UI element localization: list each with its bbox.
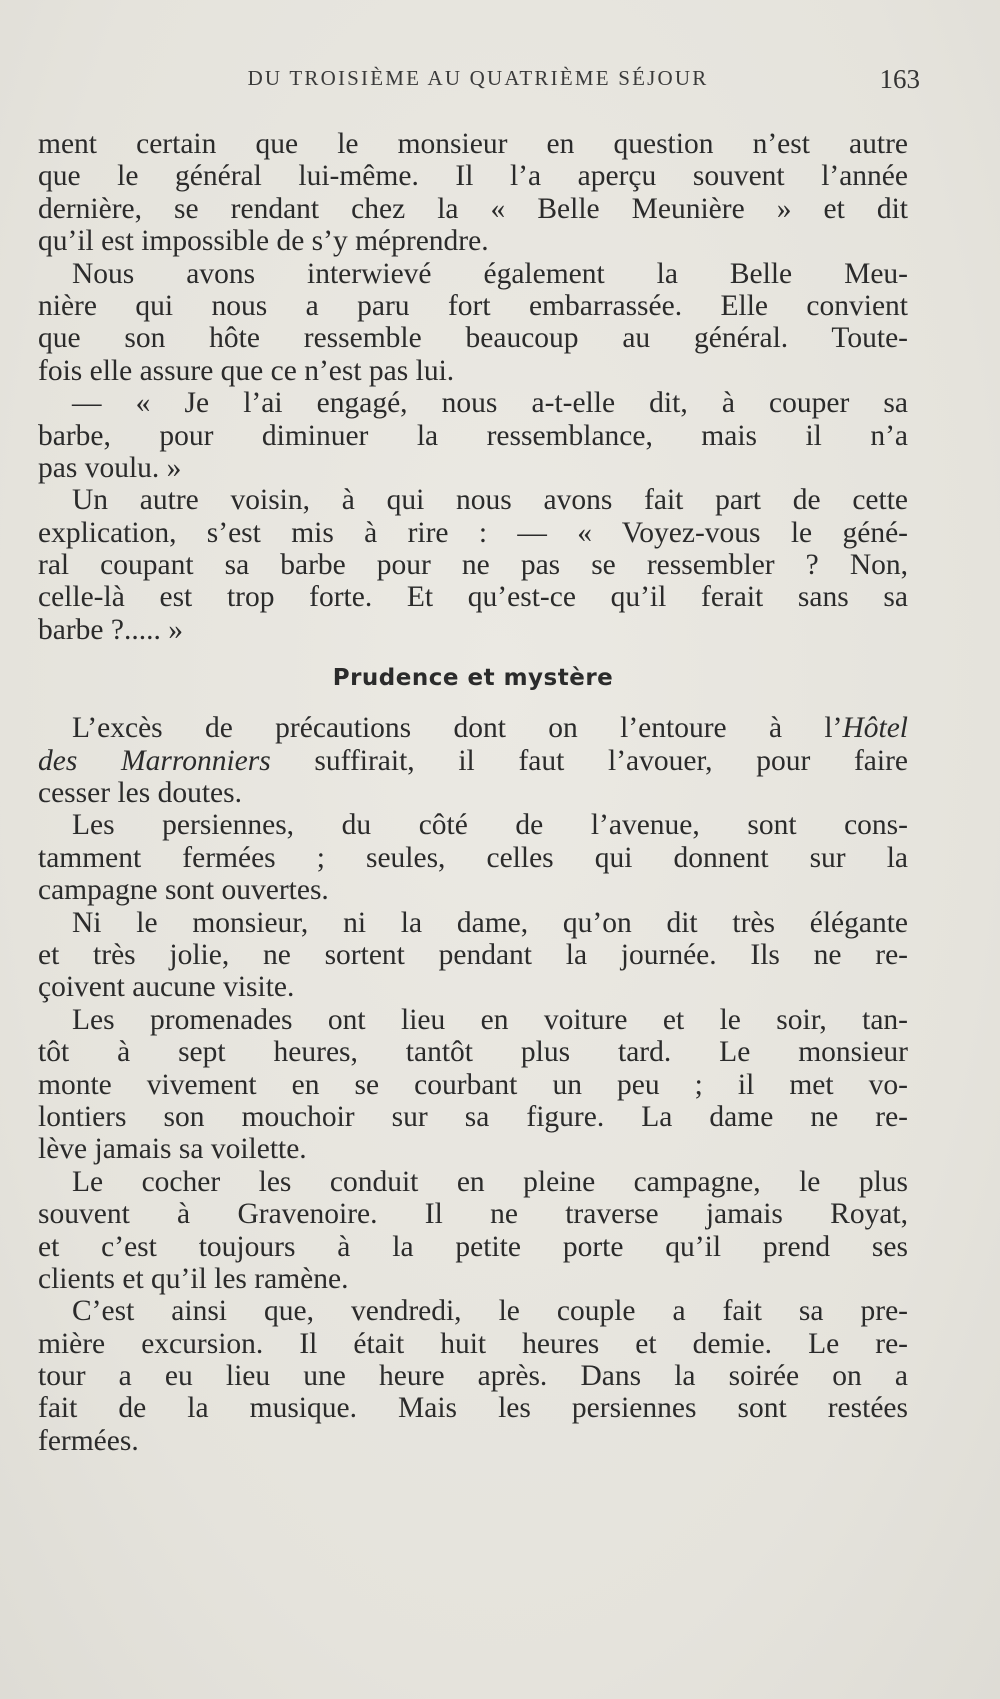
text-line: tour a eu lieu une heure après. Dans la soirée on a xyxy=(38,1360,908,1393)
text-line: clients et qu’il les ramène. xyxy=(38,1262,349,1295)
text-line: tôt à sept heures, tantôt plus tard. Le monsieur xyxy=(38,1036,908,1069)
text-line: explication, s’est mis à rire : — « Voyez-vous le géné- xyxy=(38,516,908,549)
text-line: dernière, se rendant chez la « Belle Meunière » et dit xyxy=(38,192,908,225)
text-line xyxy=(38,712,908,744)
text-line: Les persiennes, du côté de l’avenue, sont cons- xyxy=(72,809,908,842)
text-line: et très jolie, ne sortent pendant la journée. Ils ne re- xyxy=(38,938,908,971)
text-line: — « Je l’ai engagé, nous a-t-elle dit, à couper sa xyxy=(72,387,908,420)
text-line: fait de la musique. Mais les persiennes sont restées xyxy=(38,1392,908,1425)
text-line: ment certain que le monsieur en question n’est autre xyxy=(38,128,908,160)
page-number: 163 xyxy=(879,64,920,94)
text-line: souvent à Gravenoire. Il ne traverse jamais Royat, xyxy=(38,1198,908,1231)
text-line: campagne sont ouvertes. xyxy=(38,874,329,907)
text-line: C’est ainsi que, vendredi, le couple a fait sa pre- xyxy=(72,1295,908,1328)
italic-text: Hôtel xyxy=(842,712,908,745)
section-heading: Prudence et mystère xyxy=(332,665,614,692)
running-title: DU TROISIÈME AU QUATRIÈME SÉJOUR xyxy=(247,66,709,90)
text-line: tamment fermées ; seules, celles qui donnent sur la xyxy=(38,841,908,874)
text-line: Le cocher les conduit en pleine campagne, le plus xyxy=(72,1165,908,1198)
text-line: fermées. xyxy=(38,1424,139,1457)
paragraphs-before-heading xyxy=(38,128,908,646)
paragraphs-after-heading xyxy=(38,777,908,1457)
text-span: L’excès de précautions dont on l’entoure à l’ xyxy=(72,712,843,745)
text-line: lontiers son mouchoir sur sa figure. La dame ne re- xyxy=(38,1100,908,1133)
text-line: que son hôte ressemble beaucoup au général. Toute- xyxy=(38,322,908,355)
text-line: ral coupant sa barbe pour ne pas se ressembler ? Non, xyxy=(38,549,908,582)
text-line: nière qui nous a paru fort embarrassée. Elle convient xyxy=(38,289,908,322)
running-head xyxy=(38,64,918,94)
text-line: et c’est toujours à la petite porte qu’il prend ses xyxy=(38,1230,908,1263)
text-line: Nous avons interwievé également la Belle Meu- xyxy=(72,257,908,290)
text-line xyxy=(38,745,908,777)
text-line: fois elle assure que ce n’est pas lui. xyxy=(38,354,455,387)
body-text xyxy=(38,128,908,1457)
text-line: Un autre voisin, à qui nous avons fait part de cette xyxy=(72,484,908,517)
text-line: mière excursion. Il était huit heures et demie. Le re- xyxy=(38,1327,908,1360)
text-line: lève jamais sa voilette. xyxy=(38,1133,307,1166)
text-line: barbe, pour diminuer la ressemblance, mais il n’a xyxy=(38,419,908,452)
text-line: celle-là est trop forte. Et qu’est-ce qu’il ferait sans sa xyxy=(38,581,908,614)
text-line: que le général lui-même. Il l’a aperçu souvent l’année xyxy=(38,160,908,193)
text-line: pas voulu. » xyxy=(38,451,182,484)
text-line: Ni le monsieur, ni la dame, qu’on dit très élégante xyxy=(72,906,908,939)
text-line: Les promenades ont lieu en voiture et le soir, tan- xyxy=(72,1003,908,1036)
text-line: çoivent aucune visite. xyxy=(38,971,295,1004)
text-line: monte vivement en se courbant un peu ; il met vo- xyxy=(38,1068,908,1101)
text-line: qu’il est impossible de s’y méprendre. xyxy=(38,225,489,258)
text-line: cesser les doutes. xyxy=(38,777,242,810)
text-line: barbe ?..... » xyxy=(38,613,183,646)
italic-text: des Marronniers xyxy=(38,744,271,777)
text-span: suffirait, il faut l’avouer, pour faire xyxy=(270,744,908,777)
